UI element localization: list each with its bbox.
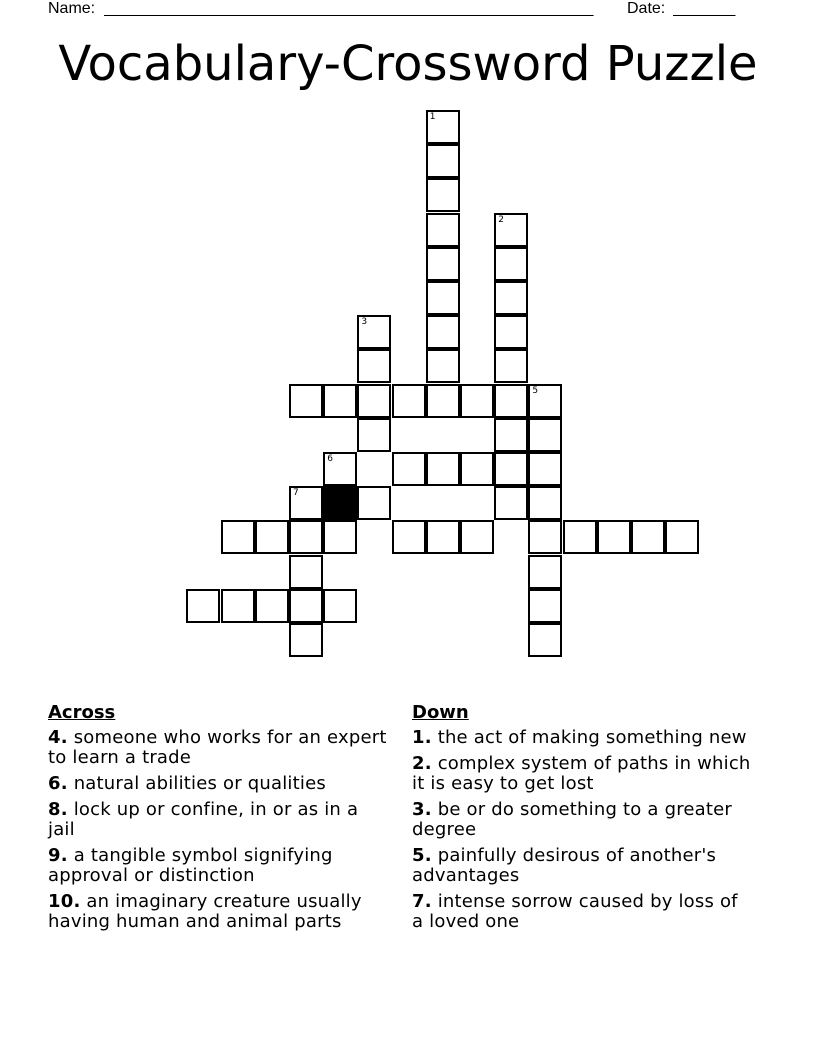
clue-text: painfully desirous of another's advantages	[412, 845, 717, 886]
grid-cell[interactable]	[323, 452, 357, 486]
grid-cell[interactable]	[289, 589, 323, 623]
grid-cell[interactable]	[494, 384, 528, 418]
clue	[412, 754, 752, 794]
date-label: Date:	[627, 0, 666, 17]
grid-cell[interactable]	[392, 452, 426, 486]
grid-cell[interactable]	[426, 213, 460, 247]
clue	[412, 800, 752, 840]
grid-cell[interactable]	[357, 315, 391, 349]
name-label: Name:	[48, 0, 96, 17]
clue-text: lock up or confine, in or as in a jail	[48, 799, 359, 840]
puzzle-title: Vocabulary-Crossword Puzzle	[58, 36, 758, 92]
grid-cell[interactable]	[289, 555, 323, 589]
grid-cell[interactable]	[563, 520, 597, 554]
clue-text: natural abilities or qualities	[73, 773, 326, 794]
grid-cell[interactable]	[494, 486, 528, 520]
clue	[48, 892, 388, 932]
clue-number: 8.	[48, 799, 68, 820]
down-clues	[412, 702, 752, 938]
grid-cell[interactable]	[289, 384, 323, 418]
grid-cell[interactable]	[357, 418, 391, 452]
grid-cell[interactable]	[426, 281, 460, 315]
clue-number: 2.	[412, 753, 432, 774]
grid-cell[interactable]	[221, 520, 255, 554]
across-heading: Across	[48, 702, 116, 723]
name-line[interactable]: _______________________________________________________	[104, 0, 594, 17]
grid-cell[interactable]	[357, 349, 391, 383]
grid-cell[interactable]	[357, 384, 391, 418]
grid-cell[interactable]	[323, 384, 357, 418]
grid-cell[interactable]	[528, 623, 562, 657]
clue-number: 5.	[412, 845, 432, 866]
grid-cell[interactable]	[255, 520, 289, 554]
grid-cell[interactable]	[426, 349, 460, 383]
clue	[48, 728, 388, 768]
clue	[48, 800, 388, 840]
clue-text: someone who works for an expert to learn a trade	[48, 727, 387, 768]
grid-cell[interactable]	[323, 520, 357, 554]
grid-cell[interactable]	[323, 589, 357, 623]
clue-number: 7.	[412, 891, 432, 912]
clue-text: complex system of paths in which it is easy to get lost	[412, 753, 751, 794]
grid-cell[interactable]	[528, 418, 562, 452]
clue-number-label: 7	[293, 488, 299, 499]
clue	[48, 846, 388, 886]
black-cell	[323, 486, 357, 520]
clue	[412, 892, 752, 932]
grid-cell[interactable]	[528, 589, 562, 623]
clue-number: 3.	[412, 799, 432, 820]
grid-cell[interactable]	[528, 384, 562, 418]
grid-cell[interactable]	[289, 623, 323, 657]
grid-cell[interactable]	[221, 589, 255, 623]
grid-cell[interactable]	[357, 486, 391, 520]
clue-text: an imaginary creature usually having human and animal parts	[48, 891, 362, 932]
grid-cell[interactable]	[460, 384, 494, 418]
clue-text: intense sorrow caused by loss of a loved one	[412, 891, 738, 932]
grid-cell[interactable]	[494, 213, 528, 247]
grid-cell[interactable]	[460, 520, 494, 554]
grid-cell[interactable]	[392, 384, 426, 418]
clue-number-label: 2	[498, 214, 504, 225]
grid-cell[interactable]	[426, 178, 460, 212]
down-clue-list	[412, 728, 752, 932]
grid-cell[interactable]	[494, 452, 528, 486]
grid-cell[interactable]	[289, 520, 323, 554]
grid-cell[interactable]	[631, 520, 665, 554]
grid-cell[interactable]	[494, 349, 528, 383]
clue-number-label: 1	[429, 112, 436, 122]
grid-cell[interactable]	[426, 384, 460, 418]
grid-cell[interactable]	[528, 555, 562, 589]
grid-cell[interactable]	[528, 452, 562, 486]
grid-cell[interactable]	[255, 589, 289, 623]
down-heading: Down	[412, 702, 469, 723]
grid-cell[interactable]	[392, 520, 426, 554]
grid-cell[interactable]	[426, 315, 460, 349]
grid-cell[interactable]	[426, 110, 460, 144]
across-clues	[48, 702, 388, 938]
clue-text: the act of making something new	[437, 727, 747, 748]
clue-text: be or do something to a greater degree	[412, 799, 733, 840]
date-line[interactable]: _______	[673, 0, 736, 17]
grid-cell[interactable]	[494, 315, 528, 349]
clue-number: 10.	[48, 891, 81, 912]
grid-cell[interactable]	[426, 452, 460, 486]
grid-cell[interactable]	[460, 452, 494, 486]
grid-cell[interactable]	[597, 520, 631, 554]
grid-cell[interactable]	[186, 589, 220, 623]
grid-cell[interactable]	[289, 486, 323, 520]
clue-number: 9.	[48, 845, 68, 866]
grid-cell[interactable]	[426, 247, 460, 281]
grid-cell[interactable]	[494, 418, 528, 452]
clue-number-label: 5	[532, 385, 539, 396]
clue-number-label: 3	[361, 317, 368, 328]
grid-cell[interactable]	[528, 486, 562, 520]
clue-number: 6.	[48, 773, 68, 794]
clue	[412, 728, 752, 748]
grid-cell[interactable]	[426, 520, 460, 554]
clue-text: a tangible symbol signifying approval or distinction	[48, 845, 333, 886]
grid-cell[interactable]	[494, 281, 528, 315]
across-clue-list	[48, 728, 388, 932]
clue-number: 4.	[48, 727, 68, 748]
clue-number-label: 6	[327, 454, 333, 464]
grid-cell[interactable]	[665, 520, 699, 554]
grid-cell[interactable]	[494, 247, 528, 281]
clue	[48, 774, 388, 794]
grid-cell[interactable]	[426, 144, 460, 178]
clue-number: 1.	[412, 727, 432, 748]
grid-cell[interactable]	[528, 520, 562, 554]
clue	[412, 846, 752, 886]
